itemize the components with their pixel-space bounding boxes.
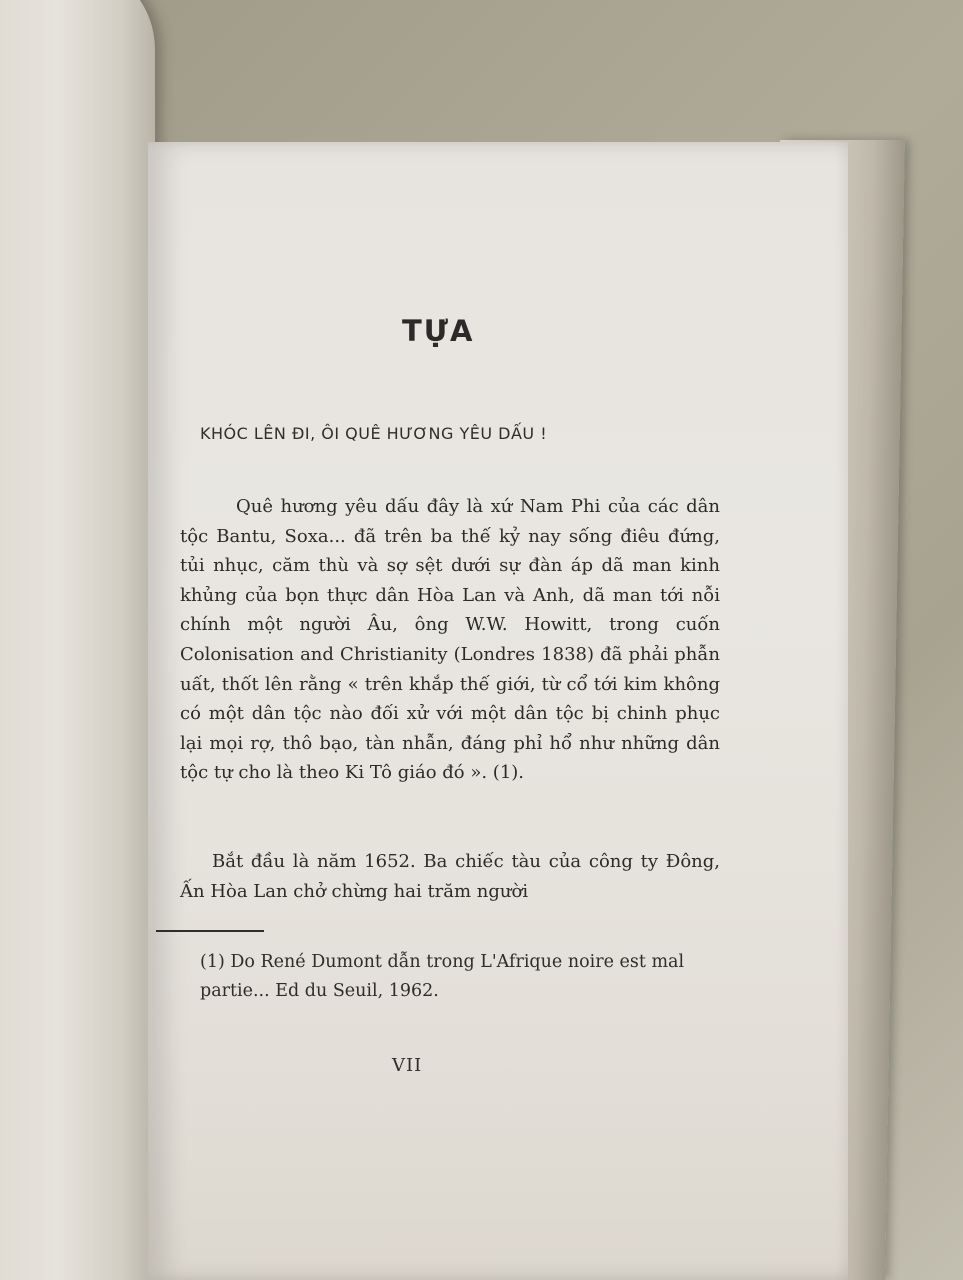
footnote: (1) Do René Dumont dẫn trong L'Afrique noire est mal partie... Ed du Seuil, 1962. [200, 952, 685, 1001]
paragraph-1: Quê hương yêu dấu đây là xứ Nam Phi của các dân tộc Bantu, Soxa... đã trên ba thế kỷ nay sống điêu đứng, tủi nhục, căm thù và sợ sệt dưới sự đàn áp dã man kinh khủng của bọn thực dân Hòa Lan và Anh, dã man tới nỗi chính một người Âu, ông W.W. Howitt, trong cuốn Colonisation and Christianity (Londres 1838) đã phải phẫn uất, thốt lên rằng « trên khắp thế giới, từ cổ tới kim không có một dân tộc nào đối xử với một dân tộc bị chinh phục lại mọi rợ, thô bạo, tàn nhẫn, đáng phỉ hổ như những dân tộc tự cho là theo Ki Tô giáo đó ». (1). [180, 496, 720, 784]
page-number: VII [392, 1055, 423, 1076]
left-curled-page [0, 0, 155, 1280]
paragraph-2: Bắt đầu là năm 1652. Ba chiếc tàu của công ty Đông, Ấn Hòa Lan chở chừng hai trăm người [180, 851, 720, 902]
page-title: TỰA [402, 314, 475, 348]
footnote-divider [156, 930, 264, 932]
chapter-heading: KHÓC LÊN ĐI, ÔI QUÊ HƯƠNG YÊU DẤU ! [200, 424, 548, 443]
